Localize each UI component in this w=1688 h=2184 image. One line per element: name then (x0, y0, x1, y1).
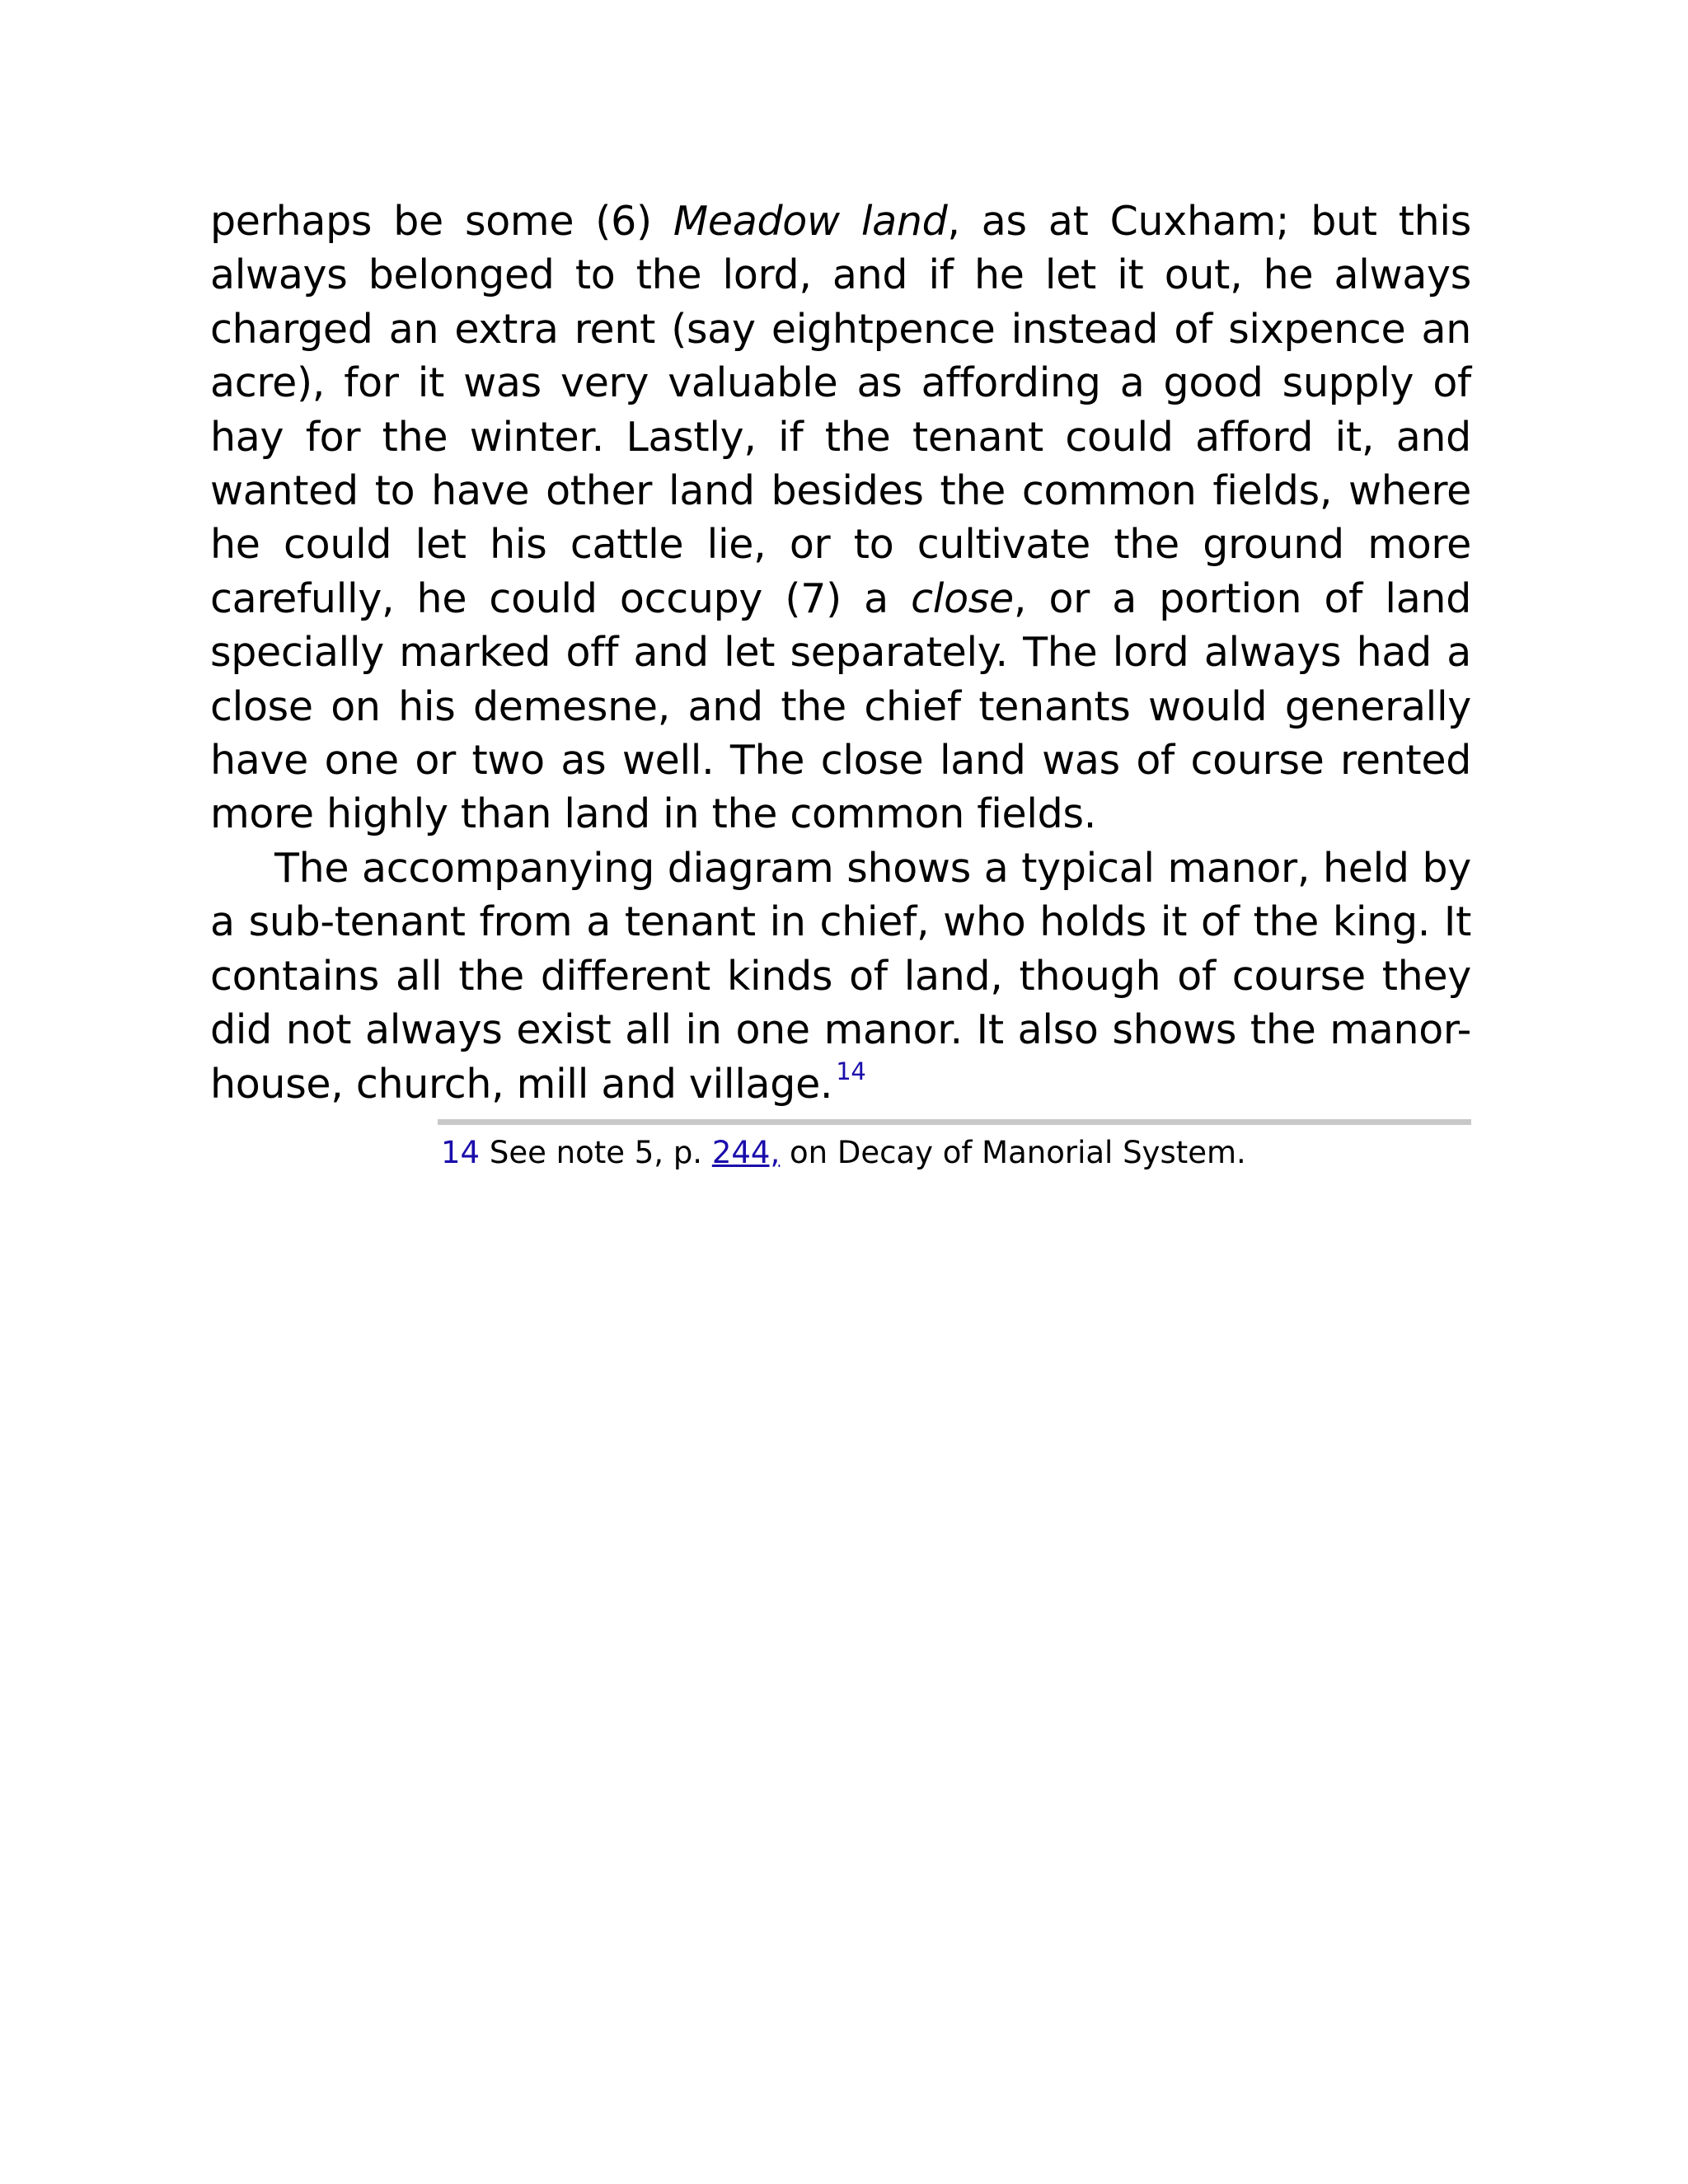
footnote-14 (441, 1130, 1471, 1176)
footnote-number-link[interactable]: 14 (441, 1134, 481, 1170)
footnotes-section (438, 1119, 1471, 1176)
paragraph-diagram (210, 841, 1471, 1111)
paragraph-text: , or a portion of land specially marked off and let separately. The lord always had a close on his demesne, and the chief tenants would generally have one or two as well. The close land was of course rented more highly than land in the common fields. (210, 574, 1471, 838)
paragraph-text: , as at Cuxham; but this always belonged to the lord, and if he let it out, he always charged an extra rent (say eightpence instead of sixpence an acre), for it was very valuable as affording a good supply of hay for the winter. Lastly, if the tenant could afford it, and wanted to have other land besides the common fields, where he could let his cattle lie, or to cultivate the ground more carefully, he could occupy (7) a (210, 198, 1471, 622)
page-content (210, 194, 1471, 1176)
footnote-text: on Decay of Manorial System. (780, 1134, 1246, 1170)
footnote-divider (438, 1119, 1471, 1125)
paragraph-meadow-close (210, 194, 1471, 841)
term-close: close (911, 574, 1014, 622)
paragraph-text: The accompanying diagram shows a typical manor, held by a sub-tenant from a tenant in chief, who holds it of the king. It contains all the different kinds of land, though of course they did not always exist all in one manor. It also shows the manor-house, church, mill and village. (210, 844, 1471, 1108)
footnote-reference-link[interactable]: 14 (836, 1057, 866, 1085)
paragraph-text: perhaps be some (6) (210, 198, 673, 245)
page-244-link[interactable]: 244, (711, 1134, 781, 1170)
term-meadow-land: Meadow land (673, 198, 948, 245)
footnote-text: See note 5, p. (480, 1134, 712, 1170)
